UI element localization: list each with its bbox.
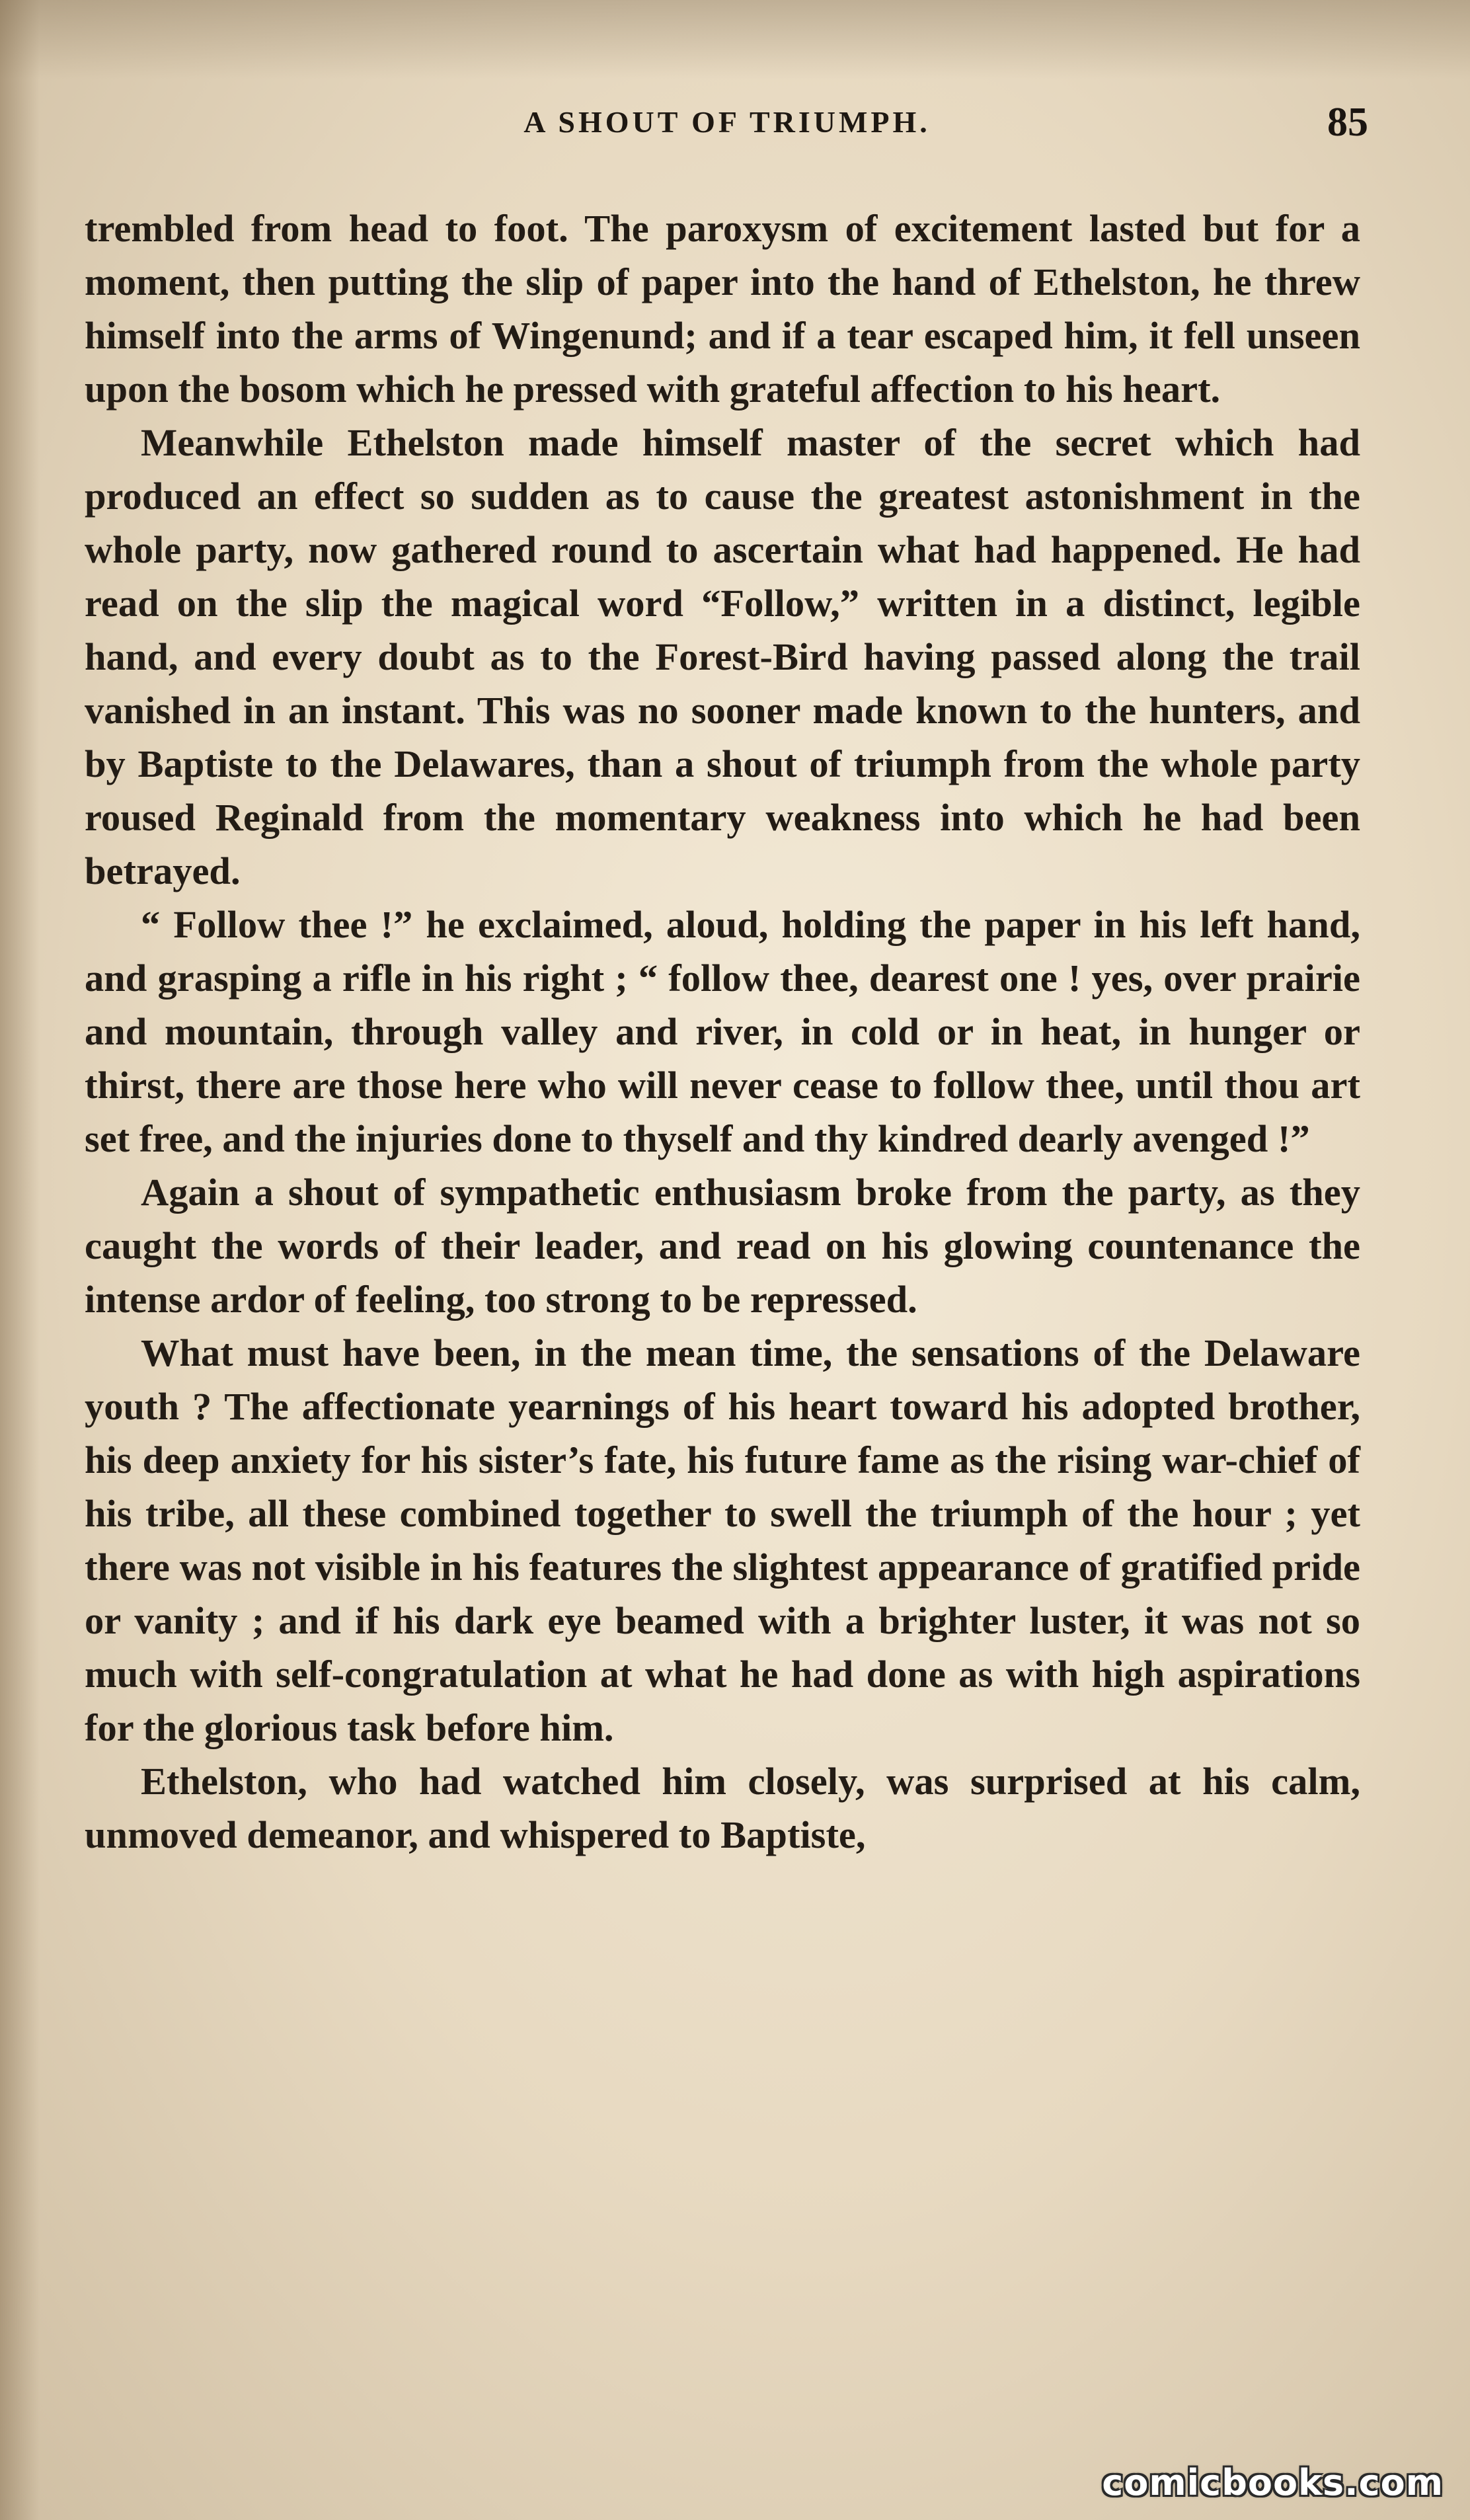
paragraph-1: trembled from head to foot. The paroxysm of excitement lasted but for a moment, then putting the slip of paper into the hand of Ethelston, he threw himself into the arms of Wingenund; and if a tear escaped him, it fell unseen upon the bosom which he pressed with grateful affection to his heart. (85, 207, 1360, 411)
paragraph-2: Meanwhile Ethelston made himself master of the secret which had produced an effect so sudden as to cause the greatest astonishment in the whole party, now gathered round to ascertain what had happened. He had read on the slip the magical word “Follow,” written in a distinct, legible hand, and every doubt as to the Forest-Bird having passed along the trail vanished in an instant. This was no sooner made known to the hunters, and by Baptiste to the Delawares, than a shout of triumph from the whole party roused Reginald from the momentary weakness into which he had been betrayed. (85, 421, 1360, 892)
page-shadow-left (0, 0, 40, 2520)
watermark-logo: comicbooks.com (1102, 2462, 1444, 2503)
page-shadow-top (0, 0, 1470, 79)
running-title: A SHOUT OF TRIUMPH. (523, 105, 931, 139)
paragraph-5: What must have been, in the mean time, the sensations of the Delaware youth ? The affectionate yearnings of his heart toward his adopted brother, his deep anxiety for his sister’s fate, his future fame as the rising war-chief of his tribe, all these combined together to swell the triumph of the hour ; yet there was not visible in his features the slightest appearance of gratified pride or vanity ; and if his dark eye beamed with a brighter luster, it was not so much with self-congratulation at what he had done as with high aspirations for the glorious task before him. (85, 1331, 1360, 1749)
body-text (85, 202, 1360, 1862)
paragraph-4: Again a shout of sympathetic enthusiasm broke from the party, as they caught the words of their leader, and read on his glowing countenance the intense ardor of feeling, too strong to be repressed. (85, 1171, 1360, 1321)
page-number: 85 (1327, 100, 1368, 145)
paragraph-6: Ethelston, who had watched him closely, was surprised at his calm, unmoved demeanor, and whispered to Baptiste, (85, 1760, 1360, 1856)
paragraph-3: “ Follow thee !” he exclaimed, aloud, holding the paper in his left hand, and grasping a rifle in his right ; “ follow thee, dearest one ! yes, over prairie and mountain, through valley and river, in cold or in heat, in hunger or thirst, there are those here who will never cease to follow thee, until thou art set free, and the injuries done to thyself and thy kindred dearly avenged !” (85, 903, 1360, 1160)
page-header (86, 99, 1368, 152)
